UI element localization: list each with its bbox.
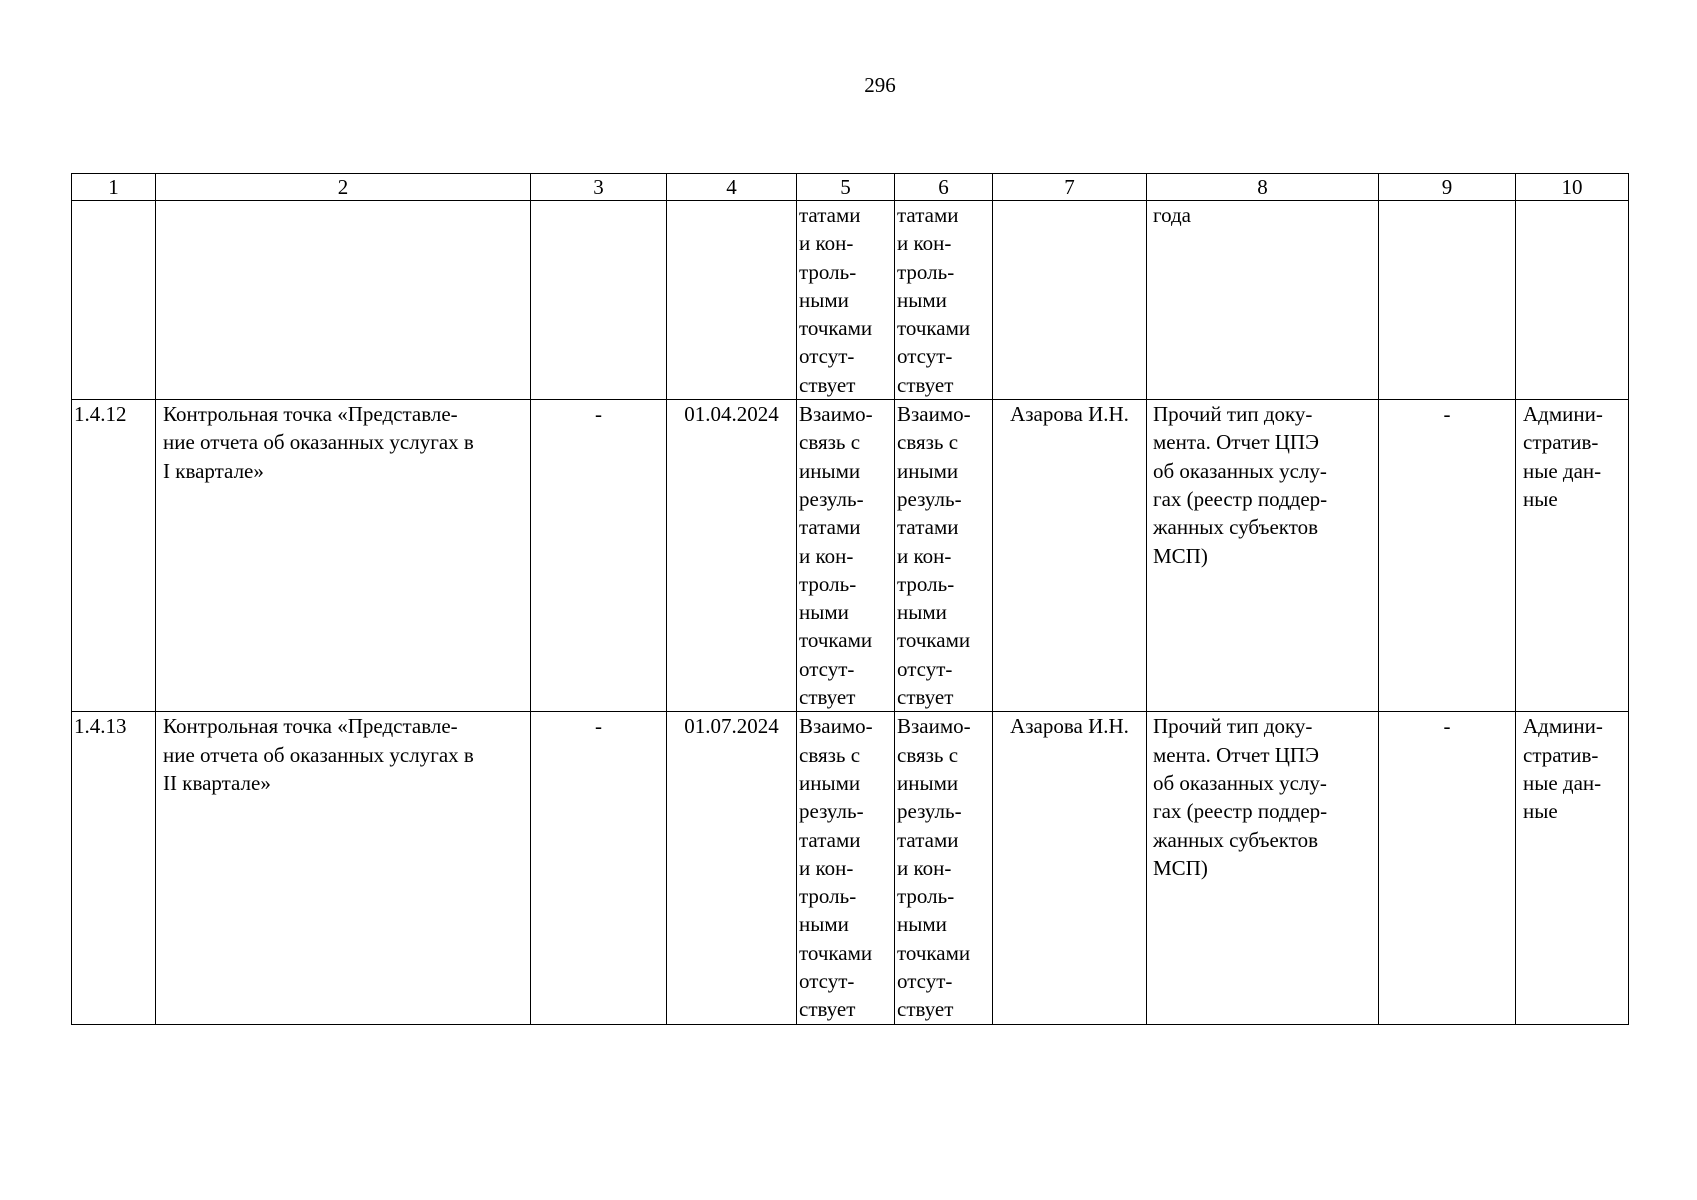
- start-date-cell: -: [531, 400, 667, 712]
- level-cell: [1379, 201, 1516, 400]
- level-cell: -: [1379, 400, 1516, 712]
- successor-cell: татами и кон- троль- ными точками отсут- ствует: [895, 201, 993, 400]
- info-system-cell: [1516, 201, 1629, 400]
- level-cell: -: [1379, 712, 1516, 1024]
- name-cell: Контрольная точка «Представле- ние отчета об оказанных услугах в I квартале»: [156, 400, 531, 712]
- start-date-cell: -: [531, 712, 667, 1024]
- column-header: 6: [895, 174, 993, 201]
- plan-table: [71, 173, 1629, 1025]
- predecessor-cell: Взаимо- связь с иными резуль- татами и кон- троль- ными точками отсут- ствует: [797, 400, 895, 712]
- column-header: 10: [1516, 174, 1629, 201]
- document-type-cell: Прочий тип доку- мента. Отчет ЦПЭ об оказанных услу- гах (реестр поддер- жанных субъектов МСП): [1147, 712, 1379, 1024]
- predecessor-cell: Взаимо- связь с иными резуль- татами и кон- троль- ными точками отсут- ствует: [797, 712, 895, 1024]
- column-header: 1: [72, 174, 156, 201]
- column-header: 5: [797, 174, 895, 201]
- end-date-cell: 01.07.2024: [667, 712, 797, 1024]
- column-header: 2: [156, 174, 531, 201]
- column-header: 8: [1147, 174, 1379, 201]
- page-number: 296: [864, 73, 896, 97]
- table-header-row: [72, 174, 1629, 201]
- start-date-cell: [531, 201, 667, 400]
- predecessor-cell: татами и кон- троль- ными точками отсут- ствует: [797, 201, 895, 400]
- responsible-cell: [993, 201, 1147, 400]
- document-type-cell: Прочий тип доку- мента. Отчет ЦПЭ об оказанных услу- гах (реестр поддер- жанных субъектов МСП): [1147, 400, 1379, 712]
- column-header: 3: [531, 174, 667, 201]
- column-header: 9: [1379, 174, 1516, 201]
- row-number-cell: 1.4.12: [72, 400, 156, 712]
- end-date-cell: 01.04.2024: [667, 400, 797, 712]
- column-header: 4: [667, 174, 797, 201]
- info-system-cell: Админи- стратив- ные дан- ные: [1516, 712, 1629, 1024]
- end-date-cell: [667, 201, 797, 400]
- row-number-cell: [72, 201, 156, 400]
- document-type-cell: года: [1147, 201, 1379, 400]
- responsible-cell: Азарова И.Н.: [993, 712, 1147, 1024]
- row-number-cell: 1.4.13: [72, 712, 156, 1024]
- table-row: [72, 712, 1629, 1024]
- table-row: [72, 400, 1629, 712]
- column-header: 7: [993, 174, 1147, 201]
- successor-cell: Взаимо- связь с иными резуль- татами и кон- троль- ными точками отсут- ствует: [895, 400, 993, 712]
- responsible-cell: Азарова И.Н.: [993, 400, 1147, 712]
- name-cell: [156, 201, 531, 400]
- successor-cell: Взаимо- связь с иными резуль- татами и кон- троль- ными точками отсут- ствует: [895, 712, 993, 1024]
- table-row: [72, 201, 1629, 400]
- name-cell: Контрольная точка «Представле- ние отчета об оказанных услугах в II квартале»: [156, 712, 531, 1024]
- info-system-cell: Админи- стратив- ные дан- ные: [1516, 400, 1629, 712]
